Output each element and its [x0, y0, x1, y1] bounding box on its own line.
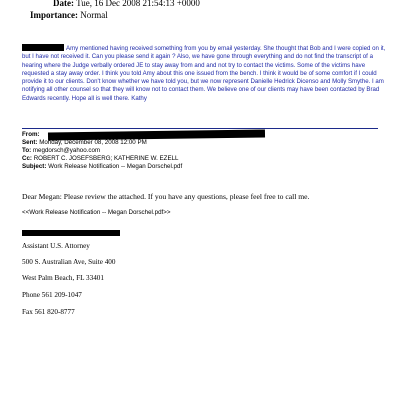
- importance-value: Normal: [80, 10, 108, 20]
- signature-title: Assistant U.S. Attorney: [22, 242, 90, 250]
- sent-row: [22, 139, 147, 147]
- signature-address1: 500 S. Australian Ave, Suite 400: [22, 258, 116, 266]
- name-redaction: [22, 230, 120, 236]
- reply-body: [22, 44, 386, 103]
- subject-value: Work Release Notification -- Megan Dorschel.pdf: [48, 163, 183, 170]
- to-value: megdorsch@yahoo.com: [32, 147, 101, 154]
- separator-line: [22, 128, 378, 129]
- importance-row: [30, 10, 108, 20]
- date-row: [53, 0, 200, 8]
- cc-label: Cc:: [22, 155, 32, 162]
- from-row: [22, 131, 40, 139]
- signature-fax: Fax 561 820-8777: [22, 308, 75, 316]
- from-label: From:: [22, 131, 40, 138]
- signature-address2: West Palm Beach, FL 33401: [22, 274, 104, 282]
- to-row: [22, 147, 100, 155]
- cc-value: ROBERT C. JOSEFSBERG; KATHERINE W. EZELL: [33, 155, 179, 162]
- subject-label: Subject:: [22, 163, 47, 170]
- date-label: Date:: [53, 0, 74, 8]
- to-label: To:: [22, 147, 32, 154]
- importance-label: Importance:: [30, 10, 78, 20]
- redaction-bar: [22, 44, 64, 51]
- sent-label: Sent:: [22, 139, 38, 146]
- date-value: Tue, 16 Dec 2008 21:54:13 +0000: [76, 0, 200, 8]
- signature-phone: Phone 561 209-1047: [22, 291, 82, 299]
- sent-value: Monday, December 08, 2008 12:00 PM: [39, 139, 147, 146]
- cc-row: [22, 155, 178, 163]
- attachment-line: <<Work Release Notification -- Megan Dorschel.pdf>>: [22, 209, 171, 216]
- reply-text: Amy mentioned having received something from you by email yesterday. She thought that Bob and I were copied on it, but I have not received it. Can you please send it again ? Also, we have gone through everything and do not find the transcript of a hearing where the Judge verbally ordered JE to stay away from and and not try to contact the victims. Some of the victims have requested a stay away order. I think you told Amy about this one issued from the bench. I think it would be of some comfort if I could provide it to our clients. Don't know whether we have told you, but we now represent Danielle Hedrick Dicenso and Molly Smythe. I am notifying all other counsel so that they will know not to contact them. We believe one of our clients may have been contacted by Brad Edwards recently. Hope all is well there. Kathy: [22, 45, 386, 102]
- subject-row: [22, 163, 182, 171]
- greeting-line: Dear Megan: Please review the attached. If you have any questions, please feel free to call me.: [22, 192, 310, 201]
